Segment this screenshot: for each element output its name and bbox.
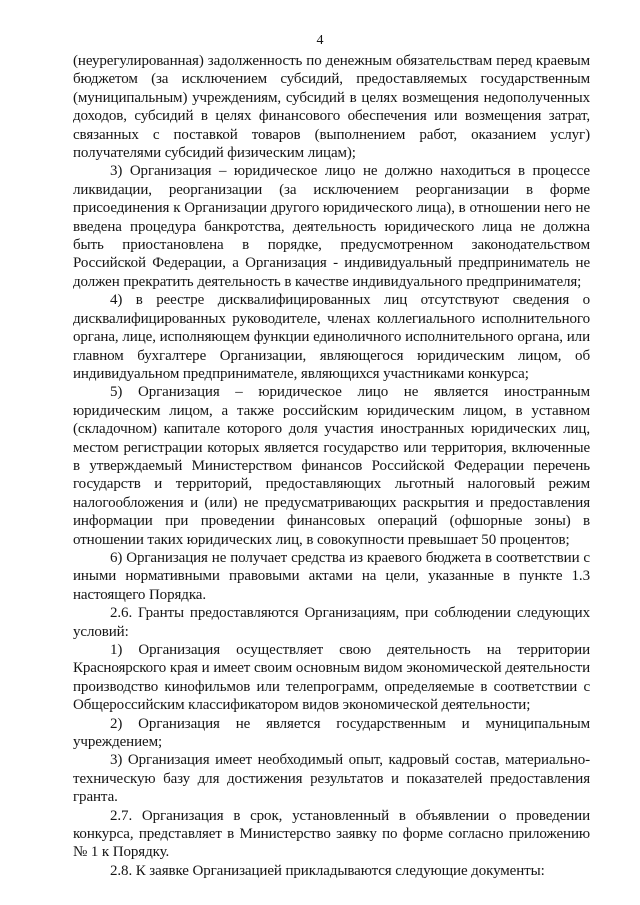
- paragraph-item-5: 5) Организация – юридическое лицо не является иностранным юридическим лицом, а также российским юридическим лицом, в уставном (складочном) капитале которого доля участия иностранных юридических лиц, местом регистрации которых является государство или территория, включенные в утверждаемый Министерством финансов Российской Федерации перечень государств и территорий, предоставляющих льготный налоговый режим налогообложения и (или) не предусматривающих раскрытия и предоставления информации при проведении финансовых операций (офшорные зоны) в отношении таких юридических лиц, в совокупности превышает 50 процентов;: [73, 384, 590, 548]
- paragraph-section-2-6: 2.6. Гранты предоставляются Организациям, при соблюдении следующих условий:: [73, 605, 590, 640]
- paragraph-item-4: 4) в реестре дисквалифицированных лиц отсутствуют сведения о дисквалифицированных руководителе, членах коллегиального исполнительного органа, лице, исполняющем функции единоличного исполнительного органа, или главном бухгалтере Организации, являющегося юридическим лицом, об индивидуальном предпринимателе, являющихся участниками конкурса;: [73, 292, 590, 382]
- paragraph-condition-3: 3) Организация имеет необходимый опыт, кадровый состав, материально-техническую базу для достижения результатов и показателей предоставления гранта.: [73, 752, 590, 806]
- paragraph-item-6: 6) Организация не получает средства из краевого бюджета в соответствии с иными нормативными правовыми актами на цели, указанные в пункте 1.3 настоящего Порядка.: [73, 549, 590, 603]
- paragraph-item-3: 3) Организация – юридическое лицо не должно находиться в процессе ликвидации, реорганизации (за исключением реорганизации в форме присоединения к Организации другого юридического лица), в отношении него не введена процедура банкротства, деятельность юридического лица не должна быть приостановлена в порядке, предусмотренном законодательством Российской Федерации, а Организация - индивидуальный предприниматель не должен прекратить деятельность в качестве индивидуального предпринимателя;: [73, 163, 590, 290]
- paragraph-section-2-8: 2.8. К заявке Организацией прикладываются следующие документы:: [110, 862, 545, 879]
- paragraph-condition-2: 2) Организация не является государственным и муниципальным учреждением;: [73, 715, 590, 751]
- page-number: 4: [316, 33, 324, 48]
- document-body: [73, 52, 590, 880]
- paragraph-condition-1: 1) Организация осуществляет свою деятельность на территории Красноярского края и имеет своим основным видом экономической деятельности производство кинофильмов или телепрограмм, определяемые в соответствии с Общероссийским классификатором видов экономической деятельности;: [73, 642, 590, 714]
- paragraph-section-2-7: 2.7. Организация в срок, установленный в объявлении о проведении конкурса, представляет в Министерство заявку по форме согласно приложению № 1 к Порядку.: [73, 807, 590, 861]
- paragraph-continuation: (неурегулированная) задолженность по денежным обязательствам перед краевым бюджетом (за исключением субсидий, предоставляемых государственным (муниципальным) учреждениям, субсидий в целях возмещения недополученных доходов, субсидий в целях финансового обеспечения или возмещения затрат, связанных с поставкой товаров (выполнением работ, оказанием услуг) получателями субсидий физическим лицам);: [73, 53, 590, 162]
